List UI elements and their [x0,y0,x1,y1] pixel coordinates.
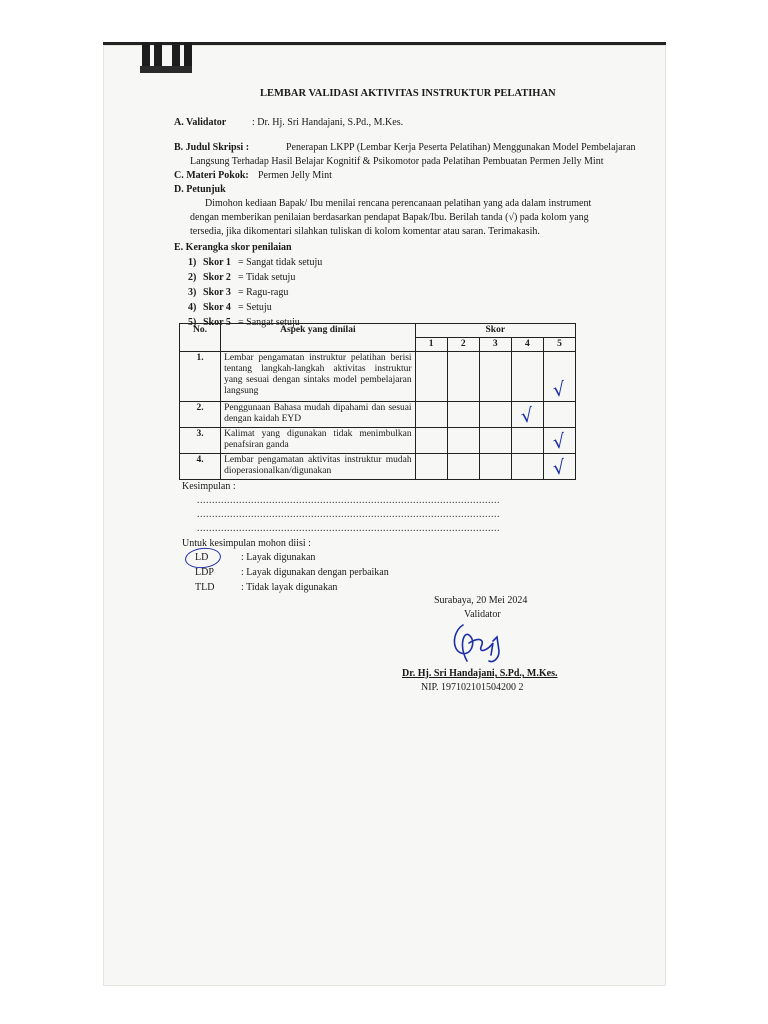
score-cell [479,352,511,402]
option-code: TLD [195,582,215,593]
kesimpulan-line-3: ..................................................................................................... [197,523,500,534]
check-mark-icon: √ [551,456,567,480]
place-date: Surabaya, 20 Mei 2024 [434,595,528,606]
judul-line-2: Langsung Terhadap Hasil Belajar Kognitif & Psikomotor pada Pelatihan Pembuatan Permen Jelly Mint [190,156,604,167]
kerangka-item-desc: = Tidak setuju [238,272,296,283]
petunjuk-label: D. Petunjuk [174,184,226,195]
materi-label: C. Materi Pokok: [174,170,249,181]
kerangka-item-skor: Skor 1 [203,257,231,268]
kerangka-item-skor: Skor 2 [203,272,231,283]
row-number: 3. [180,428,221,454]
score-col-header: 1 [415,338,447,352]
score-cell [543,428,575,454]
handwritten-signature [445,617,515,667]
score-cell [447,454,479,480]
score-col-header: 2 [447,338,479,352]
score-col-header: 3 [479,338,511,352]
score-cell [415,428,447,454]
score-cell [415,454,447,480]
kerangka-item-skor: Skor 3 [203,287,231,298]
row-aspect: Lembar pengamatan instruktur pelatihan berisi tentang langkah-langkah aktivitas instruktur yang sesuai dengan sintaks model pembelajaran langsung [221,352,415,402]
validator-nip: NIP. 197102101504200 2 [421,682,524,693]
check-mark-icon: √ [519,404,535,428]
validator-role: Validator [464,609,501,620]
score-cell [447,352,479,402]
score-cell [511,428,543,454]
materi-value: Permen Jelly Mint [258,170,332,181]
score-cell [479,428,511,454]
score-cell [479,402,511,428]
table-row [180,428,576,454]
row-number: 2. [180,402,221,428]
table-row [180,352,576,402]
score-cell [415,352,447,402]
score-cell [511,402,543,428]
row-aspect: Penggunaan Bahasa mudah dipahami dan sesuai dengan kaidah EYD [221,402,415,428]
kerangka-item-number: 3) [188,287,197,298]
table-row [180,402,576,428]
kerangka-item-desc: = Sangat tidak setuju [238,257,323,268]
kerangka-item-number: 1) [188,257,197,268]
kerangka-item-desc: = Sangat setuju [238,317,300,328]
kesimpulan-intro: Untuk kesimpulan mohon diisi : [182,538,311,549]
score-cell [543,402,575,428]
score-cell [447,428,479,454]
score-cell [415,402,447,428]
check-mark-icon: √ [551,378,567,402]
kesimpulan-line-2: ..................................................................................................... [197,509,500,520]
table-row [180,454,576,480]
score-cell [511,352,543,402]
kesimpulan-label: Kesimpulan : [182,481,236,492]
score-col-header: 4 [511,338,543,352]
score-cell [511,454,543,480]
score-table [179,323,576,480]
kerangka-item-skor: Skor 4 [203,302,231,313]
validator-value: : Dr. Hj. Sri Handajani, S.Pd., M.Kes. [252,117,404,128]
score-cell [543,454,575,480]
option-desc: : Tidak layak digunakan [241,582,338,593]
row-aspect: Kalimat yang digunakan tidak menimbulkan penafsiran ganda [221,428,415,454]
judul-line-1: Penerapan LKPP (Lembar Kerja Peserta Pelatihan) Menggunakan Model Pembelajaran [286,142,636,153]
judul-label: B. Judul Skripsi : [174,142,250,153]
document-title: LEMBAR VALIDASI AKTIVITAS INSTRUKTUR PELATIHAN [260,88,556,99]
kerangka-item-desc: = Ragu-ragu [238,287,289,298]
binder-clip [140,42,192,72]
kerangka-item-number: 2) [188,272,197,283]
score-cell [543,352,575,402]
row-number: 1. [180,352,221,402]
score-cell [479,454,511,480]
score-cell [447,402,479,428]
option-code: LD [195,552,209,563]
kerangka-item-skor: Skor 5 [203,317,231,328]
petunjuk-line-3: tersedia, jika dikomentari silahkan tuliskan di kolom komentar atau saran. Terimakasih. [190,226,540,237]
option-desc: : Layak digunakan dengan perbaikan [241,567,389,578]
row-number: 4. [180,454,221,480]
option-desc: : Layak digunakan [241,552,316,563]
header-aspek: Aspek yang dinilai [221,324,415,352]
validator-name: Dr. Hj. Sri Handajani, S.Pd., M.Kes. [402,668,558,679]
kerangka-item-desc: = Setuju [238,302,272,313]
option-code: LDP [195,567,214,578]
petunjuk-line-2: dengan memberikan penilaian berdasarkan pendapat Bapak/Ibu. Berilah tanda (√) pada kolom yang [190,212,589,223]
kerangka-label: E. Kerangka skor penilaian [174,242,292,253]
header-skor: Skor [415,324,575,338]
validator-label: A. Validator [174,117,227,128]
score-col-header: 5 [543,338,575,352]
row-aspect: Lembar pengamatan aktivitas instruktur mudah dioperasionalkan/digunakan [221,454,415,480]
kerangka-item-number: 4) [188,302,197,313]
kerangka-item-number: 5) [188,317,197,328]
petunjuk-line-1: Dimohon kediaan Bapak/ Ibu menilai rencana perencanaan pelatihan yang ada dalam instrument [205,198,592,209]
check-mark-icon: √ [551,430,567,454]
kesimpulan-line-1: ..................................................................................................... [197,495,500,506]
header-no: No. [180,324,221,352]
